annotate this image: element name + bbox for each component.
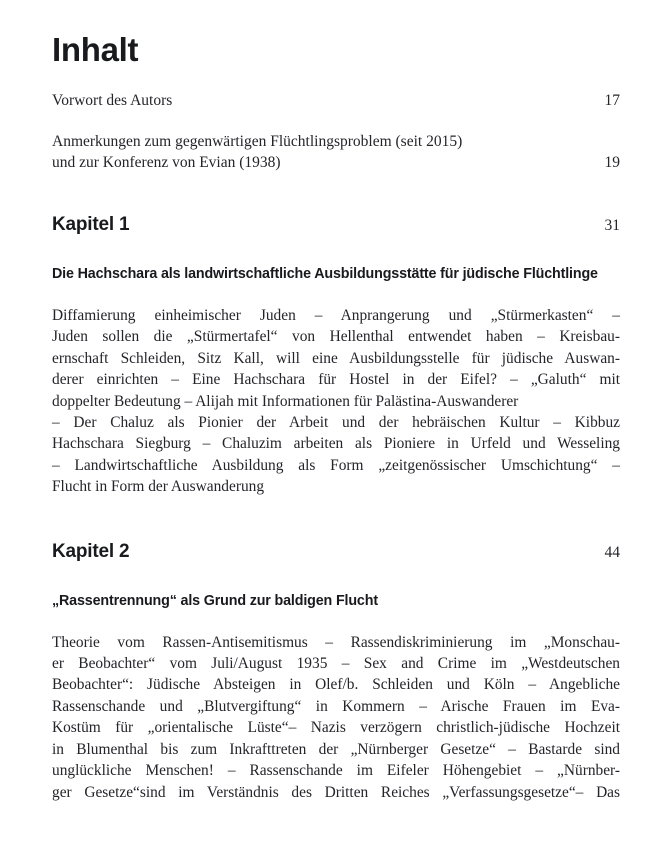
summary-line: Theorie vom Rassen-Antisemitismus – Rassendiskriminierung im „Monschau-	[52, 633, 620, 651]
summary-line: unglückliche Menschen! – Rassenschande im Eifeler Höhengebiet – „Nürnber-	[52, 762, 620, 780]
summary-line: derer einrichten – Eine Hachschara für Hostel in der Eifel? – „Galuth“ mit	[52, 371, 620, 389]
summary-line: Kostüm für „orientalische Lüste“– Nazis verzögern christlich-jüdische Hochzeit	[52, 719, 620, 737]
chapter-subtitle-line: „Rassentrennung“ als Grund zur baldigen Flucht	[52, 592, 378, 609]
summary-line: Hachschara Siegburg – Chaluzim arbeiten als Pioniere in Urfeld und Wesseling	[52, 435, 620, 453]
toc-entry-anmerkungen-page: 19	[604, 154, 620, 171]
chapter-subtitle-1	[52, 265, 612, 284]
summary-line: – Landwirtschaftliche Ausbildung als Form „zeitgenössischer Umschichtung“ –	[52, 456, 620, 474]
chapter-summary-1	[52, 305, 620, 498]
toc-entry-line: Vorwort des Autors	[52, 92, 173, 109]
toc-content	[52, 0, 620, 803]
toc-entry-anmerkungen-text	[52, 131, 462, 173]
summary-line: – Der Chaluz als Pionier der Arbeit und der hebräischen Kultur – Kibbuz	[52, 414, 620, 432]
summary-line: Diffamierung einheimischer Juden – Anprangerung und „Stürmerkasten“ –	[52, 307, 620, 324]
summary-line: doppelter Bedeutung – Alijah mit Informationen für Palästina-Auswanderer	[52, 392, 519, 410]
chapter-page-2: 44	[604, 543, 620, 561]
chapter-entry-2	[52, 540, 620, 803]
chapter-subtitle-line: Flüchtlinge	[523, 266, 598, 282]
summary-line: Flucht in Form der Auswanderung	[52, 478, 265, 496]
summary-line: ger Gesetze“sind im Verständnis des Dritten Reiches „Verfassungsgesetze“– Das	[52, 783, 620, 801]
summary-line: er Beobachter“ vom Juli/August 1935 – Sex and Crime im „Westdeutschen	[52, 655, 620, 673]
toc-entry-anmerkungen[interactable]	[52, 131, 620, 173]
toc-entry-line: und zur Konferenz von Evian (1938)	[52, 154, 281, 171]
summary-line: in Blumenthal bis zum Inkrafttreten der „Nürnberger Gesetze“ – Bastarde sind	[52, 740, 620, 758]
summary-line: Juden sollen die „Stürmertafel“ von Hellenthal entwendet haben – Kreisbau-	[52, 328, 620, 346]
toc-entry-vorwort-page: 17	[604, 92, 620, 109]
page-title: Inhalt	[52, 31, 139, 68]
chapter-page-1: 31	[604, 217, 620, 234]
chapter-label-2: Kapitel 2	[52, 540, 130, 562]
toc-entry-line: Anmerkungen zum gegenwärtigen Flüchtlingsproblem (seit 2015)	[52, 133, 463, 150]
summary-line: Beobachter“: Jüdische Absteigen in Olef/b. Schleiden und Köln – Angebliche	[52, 676, 620, 694]
chapter-subtitle-2	[52, 592, 612, 611]
chapter-header-2[interactable]	[52, 540, 620, 565]
summary-line: Rassenschande und „Blutvergiftung“ in Kommern – Arische Frauen im Eva-	[52, 697, 620, 715]
chapter-header-1[interactable]	[52, 213, 620, 238]
chapter-label-1: Kapitel 1	[52, 214, 130, 235]
summary-line: ernschaft Schleiden, Sitz Kall, will eine Ausbildungsstelle für jüdische Auswan-	[52, 349, 620, 367]
chapter-entry-1	[52, 213, 620, 498]
chapter-summary-2	[52, 632, 620, 803]
toc-entry-vorwort-text	[52, 90, 172, 111]
chapter-subtitle-line: Die Hachschara als landwirtschaftliche Ausbildungsstätte für jüdische	[52, 266, 520, 282]
toc-entry-vorwort[interactable]	[52, 90, 620, 111]
